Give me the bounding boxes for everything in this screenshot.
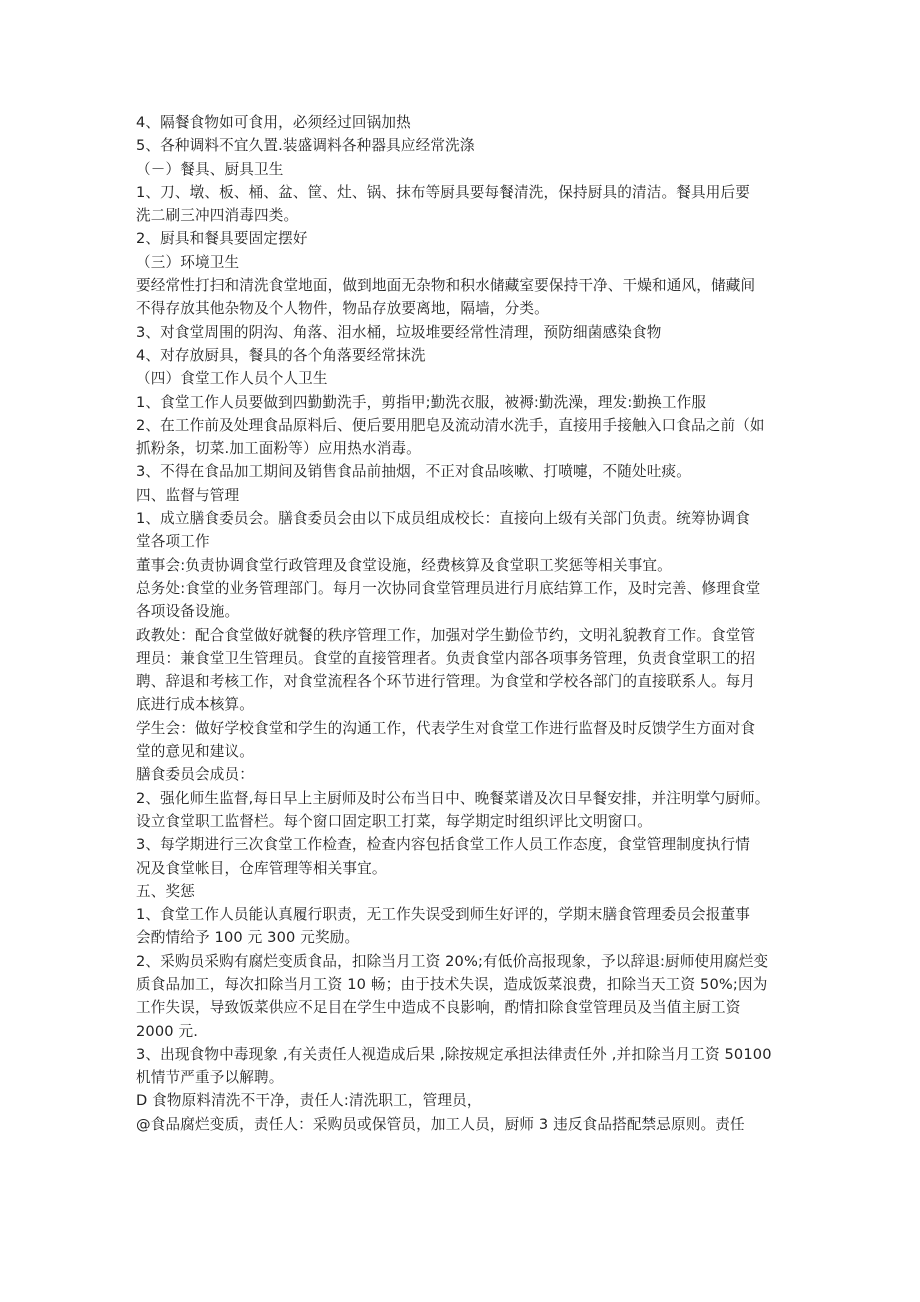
text-line: 3、每学期进行三次食堂工作检查，检查内容包括食堂工作人员工作态度，食堂管理制度执行情	[136, 836, 750, 854]
text-line: 抓粉条，切菜.加工面粉等）应用热水消毒。	[136, 440, 421, 458]
text-line: 2、强化师生监督,每日早上主厨师及时公布当日中、晚餐菜谱及次日早餐安排，并注明掌勺厨师。	[136, 789, 770, 807]
text-line: 总务处:食堂的业务管理部门。每月一次协同食堂管理员进行月底结算工作，及时完善、修理食堂	[136, 579, 761, 597]
text-line: 3、不得在食品加工期间及销售食品前抽烟，不正对食品咳嗽、打喷嚏，不随处吐痰。	[136, 463, 691, 481]
text-line: 3、对食堂周围的阴沟、角落、泪水桶，垃圾堆要经常性清理，预防细菌感染食物	[136, 323, 662, 341]
text-line: 政教处：配合食堂做好就餐的秩序管理工作，加强对学生勤俭节约，文明礼貌教育工作。食堂管	[136, 626, 756, 644]
text-line: 工作失误，导致饭菜供应不足目在学生中造成不良影响，酌情扣除食堂管理员及当值主厨工资	[136, 999, 741, 1017]
text-line: 学生会：做好学校食堂和学生的沟通工作，代表学生对食堂工作进行监督及时反馈学生方面对食	[136, 719, 756, 737]
section-heading: 四、监督与管理	[136, 486, 240, 504]
text-line: 各项设备设施。	[136, 603, 240, 621]
text-line: 堂各项工作	[136, 533, 210, 551]
text-line: 设立食堂职工监督栏。每个窗口固定职工打菜，每学期定时组织评比文明窗口。	[136, 812, 653, 830]
text-line: 1、食堂工作人员要做到四勤勤洗手，剪指甲;勤洗衣服，被褥:勤洗澡，理发:勤换工作服	[136, 393, 707, 411]
text-line: 堂的意见和建议。	[136, 743, 254, 761]
text-line: 5、各种调料不宜久置.装盛调料各种器具应经常洗涤	[136, 137, 475, 155]
text-line: @食品腐烂变质，责任人：采购员或保管员，加工人员，厨师 3 违反食品搭配禁忌原则。责任	[136, 1115, 745, 1133]
document-body	[136, 111, 788, 1136]
text-line: 膳食委员会成员：	[136, 766, 254, 784]
text-line: 聘、辞退和考核工作，对食堂流程各个环节进行管理。为食堂和学校各部门的直接联系人。每月	[136, 673, 756, 691]
text-line: 要经常性打扫和清洗食堂地面，做到地面无杂物和积水储藏室要保持干净、干燥和通风，储藏间	[136, 277, 756, 295]
text-line: 质食品加工，每次扣除当月工资 10 畅；由于技术失误，造成饭菜浪费，扣除当天工资 50%;因为	[136, 975, 768, 993]
text-line: 不得存放其他杂物及个人物件，物品存放要离地，隔墙，分类。	[136, 300, 549, 318]
text-line: 会酌情给予 100 元 300 元奖励。	[136, 929, 360, 947]
text-line: 底进行成本核算。	[136, 696, 254, 714]
text-line: 4、隔餐食物如可食用，必须经过回锅加热	[136, 114, 411, 131]
section-heading: （－）餐具、厨具卫生	[136, 160, 284, 178]
text-line: 1、刀、墩、板、桶、盆、筐、灶、锅、抹布等厨具要每餐清洗，保持厨具的清洁。餐具用后要	[136, 183, 750, 201]
text-line: 2、在工作前及处理食品原料后、便后要用肥皂及流动清水洗手，直接用手接触入口食品之前（如	[136, 416, 765, 434]
text-line: 3、出现食物中毒现象 ,有关责任人视造成后果 ,除按规定承担法律责任外 ,并扣除当月工资 50100	[136, 1045, 772, 1063]
section-heading: （四）食堂工作人员个人卫生	[136, 370, 328, 388]
text-line: D 食物原料清洗不干净，责任人:清洗职工，管理员，	[136, 1092, 482, 1110]
text-line: 1、成立膳食委员会。膳食委员会由以下成员组成校长：直接向上级有关部门负责。统筹协调食	[136, 510, 750, 528]
section-heading: 五、奖惩	[136, 882, 195, 900]
section-heading: （三）环境卫生	[136, 253, 240, 271]
text-line: 4、对存放厨具，餐具的各个角落要经常抹洗	[136, 346, 426, 364]
text-line: 1、食堂工作人员能认真履行职责，无工作失误受到师生好评的，学期末膳食管理委员会报董事	[136, 906, 750, 924]
text-line: 2000 元.	[136, 1022, 199, 1040]
text-line: 机情节严重予以解聘。	[136, 1069, 284, 1087]
text-line: 2、厨具和餐具要固定摆好	[136, 230, 308, 248]
text-line: 洗二刷三冲四消毒四类。	[136, 207, 299, 225]
text-line: 况及食堂帐目，仓库管理等相关事宜。	[136, 859, 387, 877]
text-line: 理员：兼食堂卫生管理员。食堂的直接管理者。负责食堂内部各项事务管理，负责食堂职工的招	[136, 649, 756, 667]
text-line: 2、采购员采购有腐烂变质食品，扣除当月工资 20%;有低价高报现象，予以辞退:厨师使用腐烂变	[136, 952, 769, 970]
text-line: 董事会:负责协调食堂行政管理及食堂设施，经费核算及食堂职工奖惩等相关事宜。	[136, 556, 672, 574]
